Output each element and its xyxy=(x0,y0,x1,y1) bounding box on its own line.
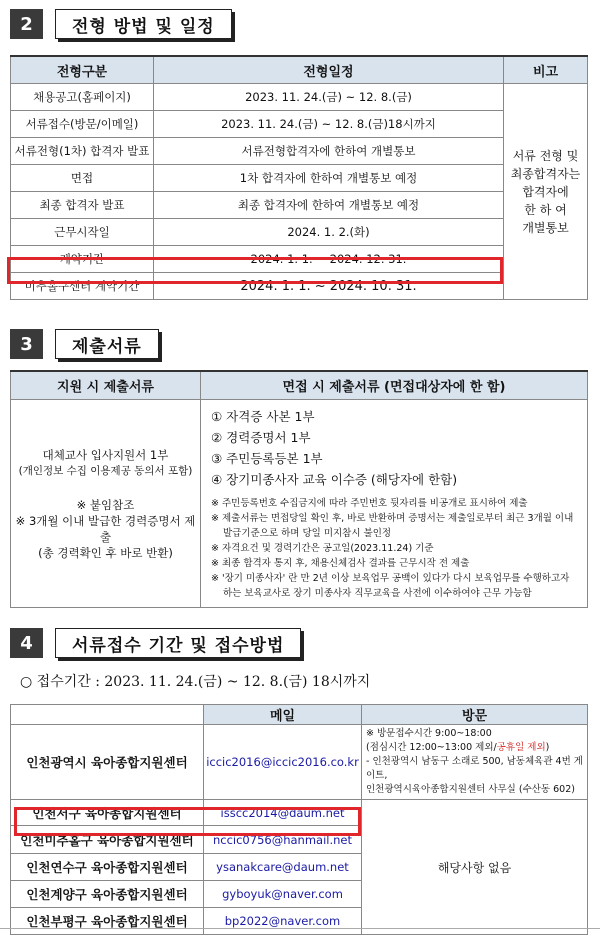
note-line: 최종합격자는 xyxy=(510,166,581,181)
column-header: 메일 xyxy=(204,705,362,725)
note: ※ 최종 합격자 통지 후, 채용신체검사 결과를 근무시작 전 제출 xyxy=(211,558,470,569)
cell: 면접 xyxy=(11,165,154,192)
cell: 서류전형합격자에 한하여 개별통보 xyxy=(154,138,504,165)
doc-line: (개인정보 수집 이용제공 동의서 포함) xyxy=(18,464,193,477)
remarks-cell xyxy=(504,84,588,300)
visit-line: - 인천광역시 남동구 소래로 500, 남동체육관 4번 게이트, xyxy=(366,756,583,781)
visit-text: (점심시간 12:00~13:00 제외/ xyxy=(366,742,497,753)
application-docs-cell xyxy=(11,400,201,608)
visit-line: ※ 방문접수시간 9:00~18:00 xyxy=(366,728,492,739)
cell: 최종 합격자 발표 xyxy=(11,192,154,219)
spacer xyxy=(11,479,200,497)
highlight-box xyxy=(7,257,503,284)
note: ※ 자격요건 및 경력기간은 공고일(2023.11.24) 기준 xyxy=(211,543,434,554)
notes-list xyxy=(211,496,577,601)
note-line: 합격자에 xyxy=(522,184,569,199)
cell: 미추홀구센터 계약기간 xyxy=(11,273,154,300)
interview-docs-cell xyxy=(201,400,588,608)
email-link[interactable]: bp2022@naver.com xyxy=(204,908,362,935)
email-link[interactable]: isscc2014@daum.net xyxy=(204,800,362,826)
note-line: 개별통보 xyxy=(522,220,569,235)
section-3-header xyxy=(10,329,159,359)
section-title: 서류접수 기간 및 접수방법 xyxy=(55,628,301,658)
visit-line xyxy=(366,741,583,755)
cell: 2023. 11. 24.(금) ~ 12. 8.(금) xyxy=(154,84,504,111)
section-title: 전형 방법 및 일정 xyxy=(55,9,232,39)
doc-item: ③ 주민등록등본 1부 xyxy=(211,451,323,466)
visit-info-cell: 해당사항 없음 xyxy=(362,800,588,935)
cell: 2024. 1. 1. ~ 2024. 12. 31. xyxy=(154,246,504,273)
doc-line: ※ 3개월 이내 발급한 경력증명서 제출 xyxy=(15,513,196,544)
cell: 최종 합격자에 한하여 개별통보 예정 xyxy=(154,192,504,219)
visit-line: 인천광역시육아종합지원센터 사무실 (수산동 602) xyxy=(366,784,575,795)
column-header: 면접 시 제출서류 (면접대상자에 한 함) xyxy=(201,371,588,400)
section-2-header xyxy=(10,9,232,39)
column-header: 방문 xyxy=(362,705,588,725)
visit-info-cell xyxy=(362,725,588,800)
column-header: 전형일정 xyxy=(154,56,504,84)
doc-item: ① 자격증 사본 1부 xyxy=(211,409,315,424)
center-name: 인천계양구 육아종합지원센터 xyxy=(11,881,204,908)
cell: 2024. 1. 1. ~ 2024. 10. 31. xyxy=(154,273,504,300)
section-number: 2 xyxy=(10,9,43,39)
note: ※ 제출서류는 면접당일 확인 후, 바로 반환하며 증명서는 제출일로부터 최근 3개월 이내 발급기준으로 하며 당일 미지참시 불인정 xyxy=(211,513,574,539)
documents-table xyxy=(10,370,588,608)
note-line: 서류 전형 및 xyxy=(512,148,579,163)
cell: 서류접수(방문/이메일) xyxy=(11,111,154,138)
table-row xyxy=(11,111,588,138)
doc-line: ※ 붙임참조 xyxy=(76,497,135,512)
center-name: 인천부평구 육아종합지원센터 xyxy=(11,908,204,935)
email-link[interactable]: ysanakcare@daum.net xyxy=(204,854,362,881)
table-row xyxy=(11,138,588,165)
email-link[interactable]: nccic0756@hanmail.net xyxy=(204,826,362,854)
section-number: 3 xyxy=(10,329,43,359)
table-row xyxy=(11,192,588,219)
cell: 채용공고(홈페이지) xyxy=(11,84,154,111)
section-4-header xyxy=(10,628,301,658)
table-row xyxy=(11,219,588,246)
cell: 계약기간 xyxy=(11,246,154,273)
application-period: ○ 접수기간 : 2023. 11. 24.(금) ~ 12. 8.(금) 18시까지 xyxy=(20,674,371,690)
cell: 근무시작일 xyxy=(11,219,154,246)
section-number: 4 xyxy=(10,628,43,658)
center-name: 인천연수구 육아종합지원센터 xyxy=(11,854,204,881)
highlight-box xyxy=(14,807,361,836)
table-row xyxy=(11,84,588,111)
cell: 2023. 11. 24.(금) ~ 12. 8.(금)18시까지 xyxy=(154,111,504,138)
center-name: 인천서구 육아종합지원센터 xyxy=(11,800,204,826)
note: ※ 주민등록번호 수집금지에 따라 주민번호 뒷자리를 비공개로 표시하여 제출 xyxy=(211,498,528,509)
note: ※ '장기 미종사자' 란 만 2년 이상 보육업무 공백이 있다가 다시 보육업무를 수행하고자 하는 보육교사로 장기 미종사자 직무교육을 사전에 이수하여야 근무 가능함 xyxy=(211,573,570,599)
cell: 1차 합격자에 한하여 개별통보 예정 xyxy=(154,165,504,192)
doc-item: ② 경력증명서 1부 xyxy=(211,430,311,445)
email-link[interactable]: iccic2016@iccic2016.co.kr xyxy=(204,725,362,800)
doc-line: 대체교사 입사지원서 1부 xyxy=(42,447,169,462)
center-name: 인천미추홀구 육아종합지원센터 xyxy=(11,826,204,854)
cell: 서류전형(1차) 합격자 발표 xyxy=(11,138,154,165)
doc-line: (총 경력확인 후 바로 반환) xyxy=(38,545,173,560)
table-row xyxy=(11,725,588,800)
column-header: 비고 xyxy=(504,56,588,84)
divider xyxy=(0,928,600,929)
doc-item: ④ 장기미종사자 교육 이수증 (해당자에 한함) xyxy=(211,472,458,487)
column-header: 지원 시 제출서류 xyxy=(11,371,201,400)
visit-text: ) xyxy=(545,742,550,753)
column-header: 전형구분 xyxy=(11,56,154,84)
holiday-note: 공휴일 제외 xyxy=(496,742,546,753)
center-name: 인천광역시 육아종합지원센터 xyxy=(11,725,204,800)
email-link[interactable]: gyboyuk@naver.com xyxy=(204,881,362,908)
section-title: 제출서류 xyxy=(55,329,159,359)
empty-header xyxy=(11,705,204,725)
note-line: 한 하 여 xyxy=(524,202,567,217)
table-row xyxy=(11,400,588,608)
cell: 2024. 1. 2.(화) xyxy=(154,219,504,246)
table-row xyxy=(11,165,588,192)
